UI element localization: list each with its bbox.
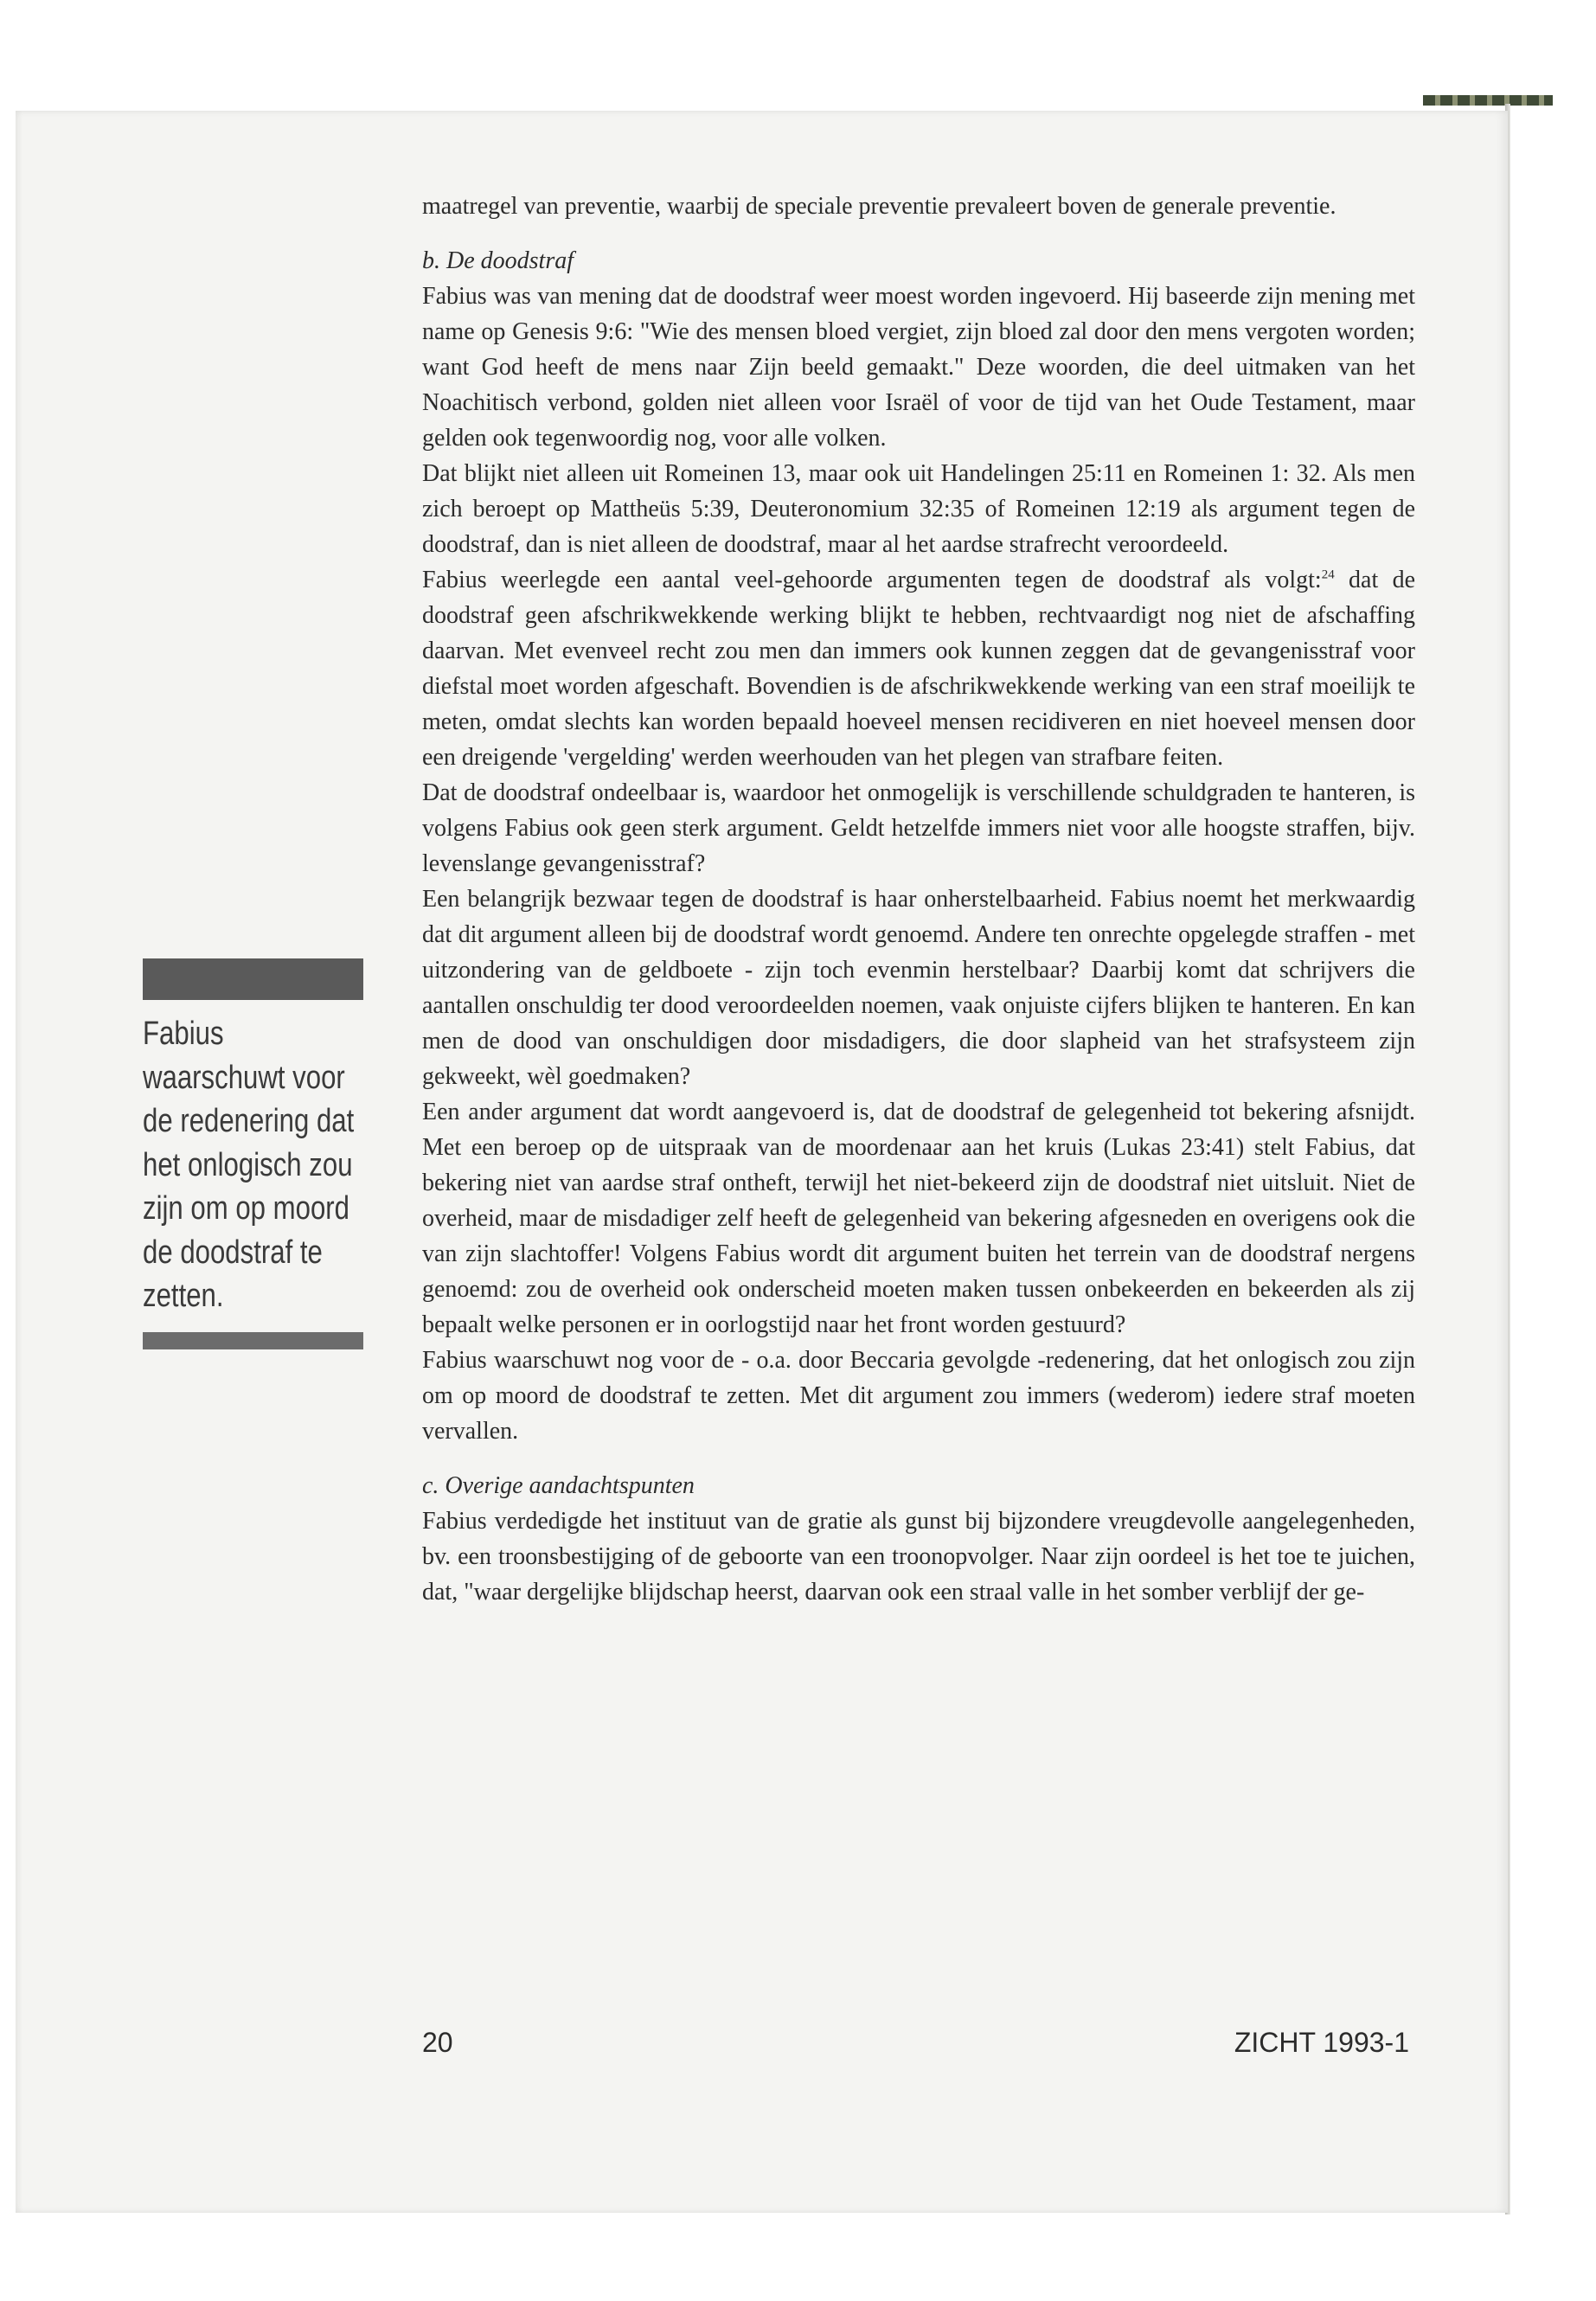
paragraph: Fabius verdedigde het instituut van de gratie als gunst bij bijzondere vreugdevolle aangelegenheden, bv. een troonsbestijging of de geboorte van een troonopvolger. Naar zijn oordeel is het toe te juichen, dat, "waar dergelijke blijdschap heerst, daarvan ook een straal valle in het somber verblijf der ge- [422,1508,1415,1606]
pull-quote-text: Fabius waarschuwt voor de redenering dat het onlogisch zou zijn om op moord de doodstraf te zetten. [143,1016,355,1314]
paragraph-end: dat de doodstraf geen afschrikwekkende werking blijkt te hebben, rechtvaardigt nog niet de afschaffing daarvan. Met evenveel recht zou men dan immers ook kunnen zeggen dat de gevangenisstraf voor diefstal moet worden afgeschaft. Bovendien is de afschrikwekkende werking van een straf moeilijk te meten, omdat slechts kan worden bepaald hoeveel mensen recidiveren en niet hoeveel mensen door een dreigende 'vergelding' werden weerhouden van het plegen van strafbare feiten. [422,567,1416,771]
paragraph-start: Fabius weerlegde een aantal veel-gehoorde argumenten tegen de doodstraf als volgt: [422,567,1322,593]
binding-strip [1423,95,1553,106]
pull-quote [143,958,363,1349]
section-heading-c: c. Overige aandachtspunten [422,1472,695,1499]
paragraph: Fabius was van mening dat de doodstraf weer moest worden ingevoerd. Hij baseerde zijn mening met name op Genesis 9:6: "Wie des mensen bloed vergiet, zijn bloed zal door den mens vergoten worden; want God heeft de mens naar Zijn beeld gemaakt." Deze woorden, die deel uitmaken van het Noachitisch verbond, golden niet alleen voor Israël of voor de tijd van het Oude Testament, maar gelden ook tegenwoordig nog, voor alle volken. [422,283,1415,452]
pull-quote-bar-bottom [143,1332,363,1349]
paragraph: Een ander argument dat wordt aangevoerd is, dat de doodstraf de gelegenheid tot bekering afsnijdt. Met een beroep op de uitspraak van de moordenaar aan het kruis (Lukas 23:41) stelt Fabius, dat bekering niet van aardse straf ontheft, terwijl het niet-bekeerd zijn de doodstraf niet uitsluit. Niet de overheid, maar de misdadiger zelf heeft de gelegenheid van bekering afgesneden en overigens ook die van zijn slachtoffer! Volgens Fabius wordt dit argument buiten het terrein van de doodstraf nergens genoemd: zou de overheid ook onderscheid moeten maken tussen onbekeerden en bekeerden als zij bepaalt welke personen er in oorlogstijd naar het front worden gestuurd? [422,1099,1415,1338]
paragraph: Dat blijkt niet alleen uit Romeinen 13, maar ook uit Handelingen 25:11 en Romeinen 1: 32. Als men zich beroept op Mattheüs 5:39, Deuteronomium 32:35 of Romeinen 12:19 als argument tegen de doodstraf, dan is niet alleen de doodstraf, maar al het aardse strafrecht veroordeeld. [422,460,1415,558]
pull-quote-bar-top [143,958,363,1000]
paragraph: Fabius waarschuwt nog voor de - o.a. door Beccaria gevolgde -redenering, dat het onlogisch zou zijn om op moord de doodstraf te zetten. Met dit argument zou immers (wederom) iedere straf moeten vervallen. [422,1347,1415,1445]
page-number: 20 [422,2027,453,2058]
footnote-ref: 24 [1321,567,1335,582]
paragraph [422,562,1415,775]
article-body [422,189,1415,1610]
paragraph: Een belangrijk bezwaar tegen de doodstraf is haar onherstelbaarheid. Fabius noemt het merkwaardig dat dit argument alleen bij de doodstraf wordt genoemd. Andere ten onrechte opgelegde straffen - met uitzondering van de geldboete - zijn toch evenmin herstelbaar? Daarbij komt dat schrijvers die aantallen onschuldig ter dood veroordeelden noemen, vaak onjuiste cijfers blijken te hanteren. En kan men de dood van onschuldigen door misdadigers, die door slapheid van het strafsysteem zijn gekweekt, wèl goedmaken? [422,886,1415,1090]
paragraph: Dat de doodstraf ondeelbaar is, waardoor het onmogelijk is verschillende schuldgraden te hanteren, is volgens Fabius ook geen sterk argument. Geldt hetzelfde immers niet voor alle hoogste straffen, bijv. levenslange gevangenisstraf? [422,779,1415,877]
section-heading-b: b. De doodstraf [422,247,574,274]
paragraph: maatregel van preventie, waarbij de speciale preventie prevaleert boven de generale preventie. [422,193,1336,220]
journal-issue: ZICHT 1993-1 [1234,2027,1409,2058]
